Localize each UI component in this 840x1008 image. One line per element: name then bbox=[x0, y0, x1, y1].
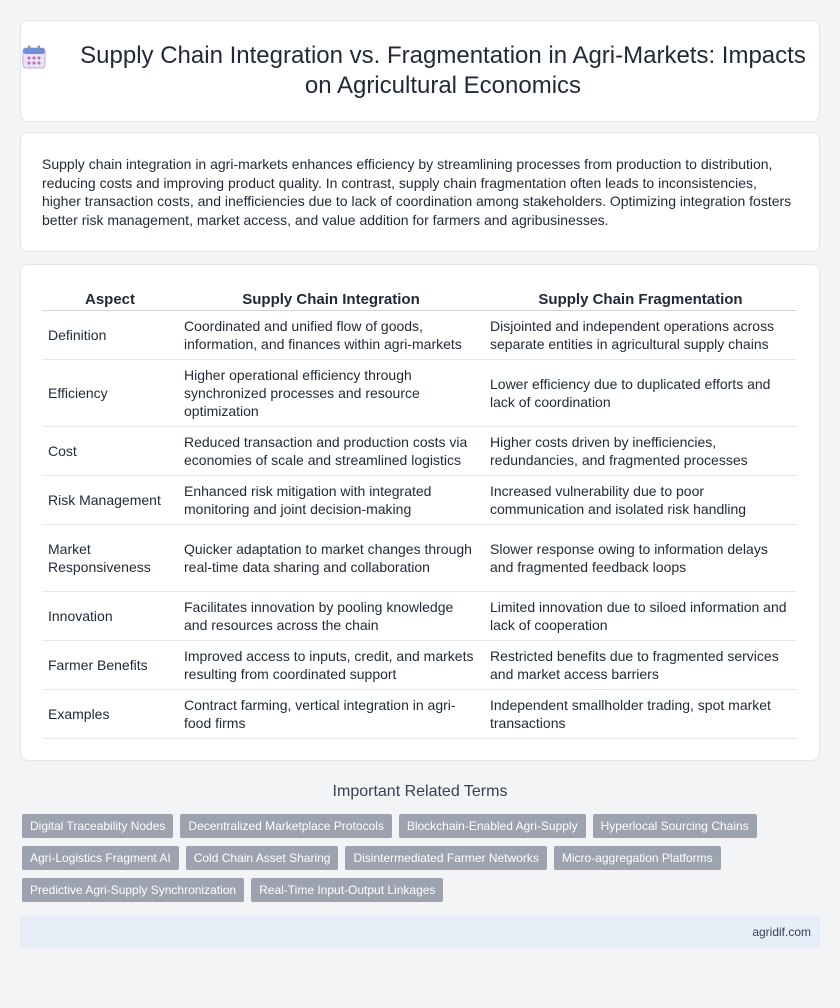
header-card bbox=[20, 20, 820, 122]
comparison-table bbox=[42, 285, 797, 739]
fragmentation-cell: Lower efficiency due to duplicated efforts and lack of coordination bbox=[484, 360, 797, 427]
table-header-row bbox=[42, 285, 797, 311]
footer bbox=[20, 915, 820, 949]
fragmentation-cell: Limited innovation due to siloed information and lack of cooperation bbox=[484, 592, 797, 641]
footer-site-link[interactable]: agridif.com bbox=[752, 925, 811, 939]
fragmentation-cell: Slower response owing to information delays and fragmented feedback loops bbox=[484, 525, 797, 592]
integration-cell: Facilitates innovation by pooling knowledge and resources across the chain bbox=[178, 592, 484, 641]
aspect-cell: Risk Management bbox=[42, 476, 178, 525]
fragmentation-cell: Independent smallholder trading, spot market transactions bbox=[484, 690, 797, 739]
intro-paragraph: Supply chain integration in agri-markets enhances efficiency by streamlining processes from production to distribution, reducing costs and improving product quality. In contrast, supply chain fragmentation often leads to inconsistencies, higher transaction costs, and inefficiencies due to lack of coordination among stakeholders. Optimizing integration fosters better risk management, market access, and value addition for farmers and agribusinesses. bbox=[42, 156, 792, 228]
related-term-tag[interactable]: Hyperlocal Sourcing Chains bbox=[593, 814, 757, 838]
aspect-cell: Innovation bbox=[42, 592, 178, 641]
table-row bbox=[42, 360, 797, 427]
integration-cell: Contract farming, vertical integration in agri-food firms bbox=[178, 690, 484, 739]
table-row bbox=[42, 641, 797, 690]
related-term-tag[interactable]: Decentralized Marketplace Protocols bbox=[180, 814, 391, 838]
column-header-integration: Supply Chain Integration bbox=[178, 285, 484, 311]
aspect-cell: Definition bbox=[42, 311, 178, 360]
integration-cell: Enhanced risk mitigation with integrated monitoring and joint decision-making bbox=[178, 476, 484, 525]
related-term-tag[interactable]: Real-Time Input-Output Linkages bbox=[251, 878, 443, 902]
comparison-card bbox=[20, 264, 820, 761]
fragmentation-cell: Increased vulnerability due to poor communication and isolated risk handling bbox=[484, 476, 797, 525]
table-row bbox=[42, 525, 797, 592]
aspect-cell: Market Responsiveness bbox=[42, 525, 178, 592]
integration-cell: Quicker adaptation to market changes through real-time data sharing and collaboration bbox=[178, 525, 484, 592]
related-terms-title: Important Related Terms bbox=[332, 783, 508, 800]
related-term-tag[interactable]: Blockchain-Enabled Agri-Supply bbox=[399, 814, 586, 838]
column-header-aspect: Aspect bbox=[42, 285, 178, 311]
fragmentation-cell: Restricted benefits due to fragmented services and market access barriers bbox=[484, 641, 797, 690]
column-header-fragmentation: Supply Chain Fragmentation bbox=[484, 285, 797, 311]
integration-cell: Improved access to inputs, credit, and markets resulting from coordinated support bbox=[178, 641, 484, 690]
title-wrap bbox=[21, 41, 819, 101]
related-term-tag[interactable]: Agri-Logistics Fragment AI bbox=[22, 846, 179, 870]
related-term-tag[interactable]: Disintermediated Farmer Networks bbox=[345, 846, 546, 870]
calendar-icon bbox=[21, 44, 47, 70]
integration-cell: Coordinated and unified flow of goods, information, and finances within agri-markets bbox=[178, 311, 484, 360]
table-row bbox=[42, 427, 797, 476]
table-row bbox=[42, 476, 797, 525]
table-row bbox=[42, 592, 797, 641]
intro-card bbox=[20, 132, 820, 252]
table-row bbox=[42, 311, 797, 360]
aspect-cell: Farmer Benefits bbox=[42, 641, 178, 690]
related-term-tag[interactable]: Predictive Agri-Supply Synchronization bbox=[22, 878, 244, 902]
aspect-cell: Examples bbox=[42, 690, 178, 739]
table-row bbox=[42, 690, 797, 739]
related-term-tag[interactable]: Micro-aggregation Platforms bbox=[554, 846, 721, 870]
integration-cell: Reduced transaction and production costs via economies of scale and streamlined logistics bbox=[178, 427, 484, 476]
page-title: Supply Chain Integration vs. Fragmentation in Agri-Markets: Impacts on Agricultural Economics bbox=[80, 42, 806, 99]
integration-cell: Higher operational efficiency through synchronized processes and resource optimization bbox=[178, 360, 484, 427]
aspect-cell: Efficiency bbox=[42, 360, 178, 427]
related-term-tag[interactable]: Cold Chain Asset Sharing bbox=[186, 846, 339, 870]
fragmentation-cell: Disjointed and independent operations across separate entities in agricultural supply chains bbox=[484, 311, 797, 360]
related-terms-list bbox=[22, 814, 818, 902]
related-term-tag[interactable]: Digital Traceability Nodes bbox=[22, 814, 173, 838]
aspect-cell: Cost bbox=[42, 427, 178, 476]
fragmentation-cell: Higher costs driven by inefficiencies, redundancies, and fragmented processes bbox=[484, 427, 797, 476]
